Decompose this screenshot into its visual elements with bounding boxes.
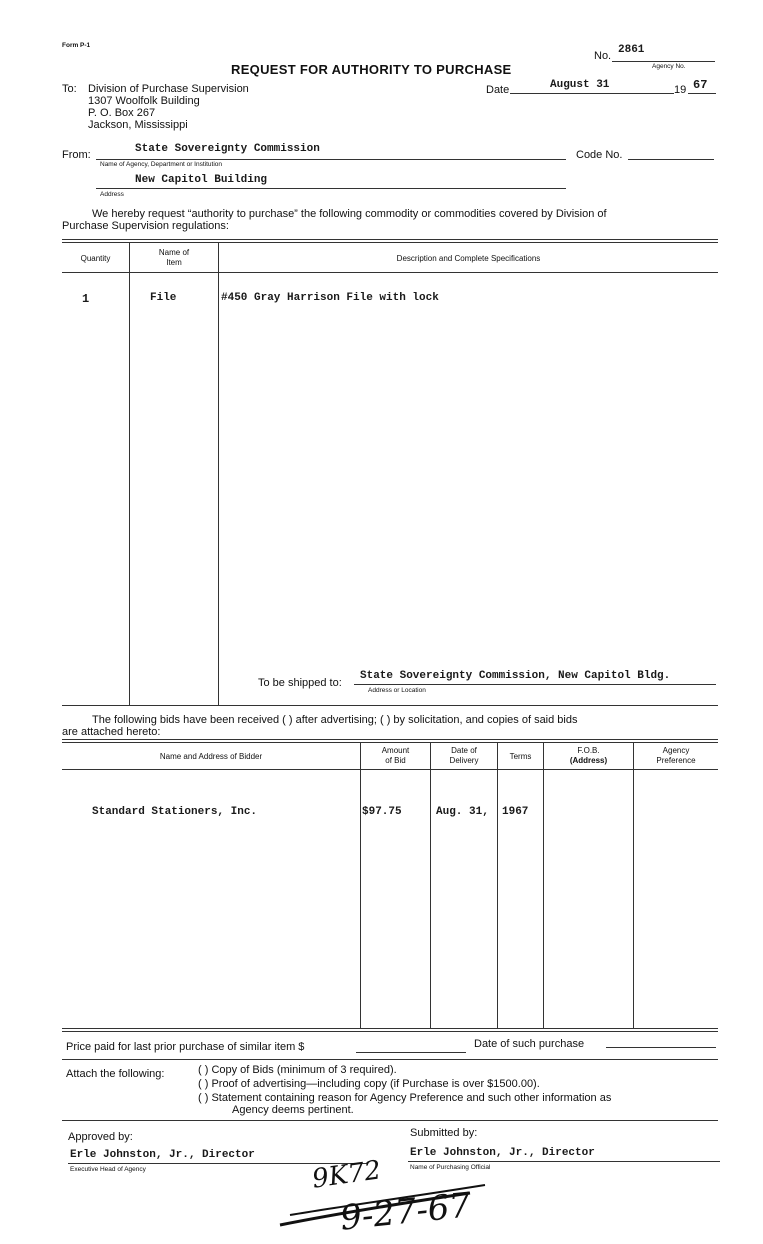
items-top-rule-1 — [62, 239, 718, 240]
col-delivery-2: Delivery — [449, 756, 479, 765]
to-label: To: — [62, 83, 77, 95]
from-value: State Sovereignty Commission — [135, 143, 320, 155]
request-text-1: We hereby request “authority to purchase” the following commodity or commodities covered by Division of — [92, 208, 607, 220]
page-title: REQUEST FOR AUTHORITY TO PURCHASE — [231, 62, 512, 77]
bid-delivery: Aug. 31, — [436, 806, 489, 818]
price-bottom-rule — [62, 1059, 718, 1060]
bids-top-rule-2 — [62, 742, 718, 743]
code-label: Code No. — [576, 149, 623, 161]
bids-col-divider-1 — [360, 742, 361, 1028]
number-label: No. — [594, 50, 612, 62]
item-quantity: 1 — [82, 292, 90, 306]
number-underline — [612, 61, 715, 62]
attach-item-1: ( ) Copy of Bids (minimum of 3 required). — [198, 1064, 397, 1076]
ship-label: To be shipped to: — [258, 677, 342, 689]
submitted-label: Submitted by: — [410, 1127, 478, 1139]
items-bottom-rule — [62, 705, 718, 706]
attach-item-3b: Agency deems pertinent. — [232, 1104, 354, 1116]
date-label: Date — [486, 84, 510, 96]
col-fob-2: (Address) — [569, 756, 608, 765]
items-col-divider-1 — [129, 242, 130, 705]
year-value: 67 — [693, 78, 708, 92]
col-amount-2: of Bid — [385, 756, 406, 765]
bids-col-divider-3 — [497, 742, 498, 1028]
address-underline — [96, 188, 566, 189]
bids-text-1: The following bids have been received ( ) after advertising; ( ) by solicitation, and copies of said bids — [92, 714, 578, 726]
year-underline — [688, 93, 716, 94]
approved-sublabel: Executive Head of Agency — [70, 1166, 146, 1173]
bids-header-rule — [62, 769, 718, 770]
to-line-2: 1307 Woolfolk Building — [88, 95, 200, 107]
item-name: File — [150, 292, 177, 304]
bids-bottom-rule-1 — [62, 1028, 718, 1029]
ship-underline — [354, 684, 716, 685]
col-name-1: Name of — [158, 248, 190, 257]
price-paid-label: Price paid for last prior purchase of similar item $ — [66, 1041, 305, 1053]
date-underline — [510, 93, 674, 94]
col-terms: Terms — [509, 752, 532, 761]
bids-col-divider-4 — [543, 742, 544, 1028]
submitted-sublabel: Name of Purchasing Official — [410, 1164, 491, 1171]
item-description: #450 Gray Harrison File with lock — [221, 292, 439, 304]
items-header-rule — [62, 272, 718, 273]
col-preference-2: Preference — [656, 756, 696, 765]
bids-col-divider-5 — [633, 742, 634, 1028]
code-underline — [628, 159, 714, 160]
approved-value: Erle Johnston, Jr., Director — [70, 1149, 255, 1161]
from-label: From: — [62, 149, 91, 161]
attach-item-2: ( ) Proof of advertising—including copy (if Purchase is over $1500.00). — [198, 1078, 540, 1090]
col-amount-1: Amount — [381, 746, 410, 755]
number-value: 2861 — [618, 44, 645, 56]
bid-amount: $97.75 — [362, 806, 402, 818]
attach-item-3a: ( ) Statement containing reason for Agency Preference and such other information as — [198, 1092, 612, 1104]
handwritten-strike — [270, 1175, 510, 1235]
bids-text-2: are attached hereto: — [62, 726, 161, 738]
agency-no-label: Agency No. — [652, 63, 686, 70]
date-purchase-underline — [606, 1047, 716, 1048]
handwritten-date: 9-27-67 — [338, 1185, 473, 1239]
from-underline — [96, 159, 566, 160]
col-fob-1: F.O.B. — [577, 746, 600, 755]
form-number: Form P-1 — [62, 42, 91, 49]
from-sublabel: Name of Agency, Department or Institution — [100, 161, 222, 168]
to-line-4: Jackson, Mississippi — [88, 119, 188, 131]
col-name-2: Item — [166, 258, 182, 267]
submitted-value: Erle Johnston, Jr., Director — [410, 1147, 595, 1159]
attach-bottom-rule — [62, 1120, 718, 1121]
col-delivery-1: Date of — [451, 746, 477, 755]
approved-label: Approved by: — [68, 1131, 133, 1143]
col-quantity: Quantity — [80, 254, 111, 263]
request-text-2: Purchase Supervision regulations: — [62, 220, 229, 232]
ship-value: State Sovereignty Commission, New Capitol Bldg. — [360, 670, 671, 682]
bids-top-rule-1 — [62, 739, 718, 740]
address-value: New Capitol Building — [135, 174, 268, 186]
date-purchase-label: Date of such purchase — [474, 1038, 585, 1050]
bids-bottom-rule-2 — [62, 1031, 718, 1032]
col-description: Description and Complete Specifications — [396, 254, 541, 263]
ship-sublabel: Address or Location — [368, 687, 426, 694]
col-bidder: Name and Address of Bidder — [159, 752, 263, 761]
handwritten-mark: 9K72 — [310, 1155, 383, 1195]
bidder-name: Standard Stationers, Inc. — [92, 806, 258, 818]
address-label: Address — [100, 191, 124, 198]
bid-terms: 1967 — [502, 806, 529, 818]
items-top-rule-2 — [62, 242, 718, 243]
date-value: August 31 — [550, 79, 610, 91]
attach-label: Attach the following: — [66, 1068, 165, 1080]
submitted-underline — [408, 1161, 720, 1162]
year-prefix: 19 — [674, 84, 687, 96]
bids-col-divider-2 — [430, 742, 431, 1028]
to-line-3: P. O. Box 267 — [88, 107, 156, 119]
items-col-divider-2 — [218, 242, 219, 705]
col-preference-1: Agency — [662, 746, 690, 755]
price-paid-underline — [356, 1052, 466, 1053]
to-line-1: Division of Purchase Supervision — [88, 83, 249, 95]
